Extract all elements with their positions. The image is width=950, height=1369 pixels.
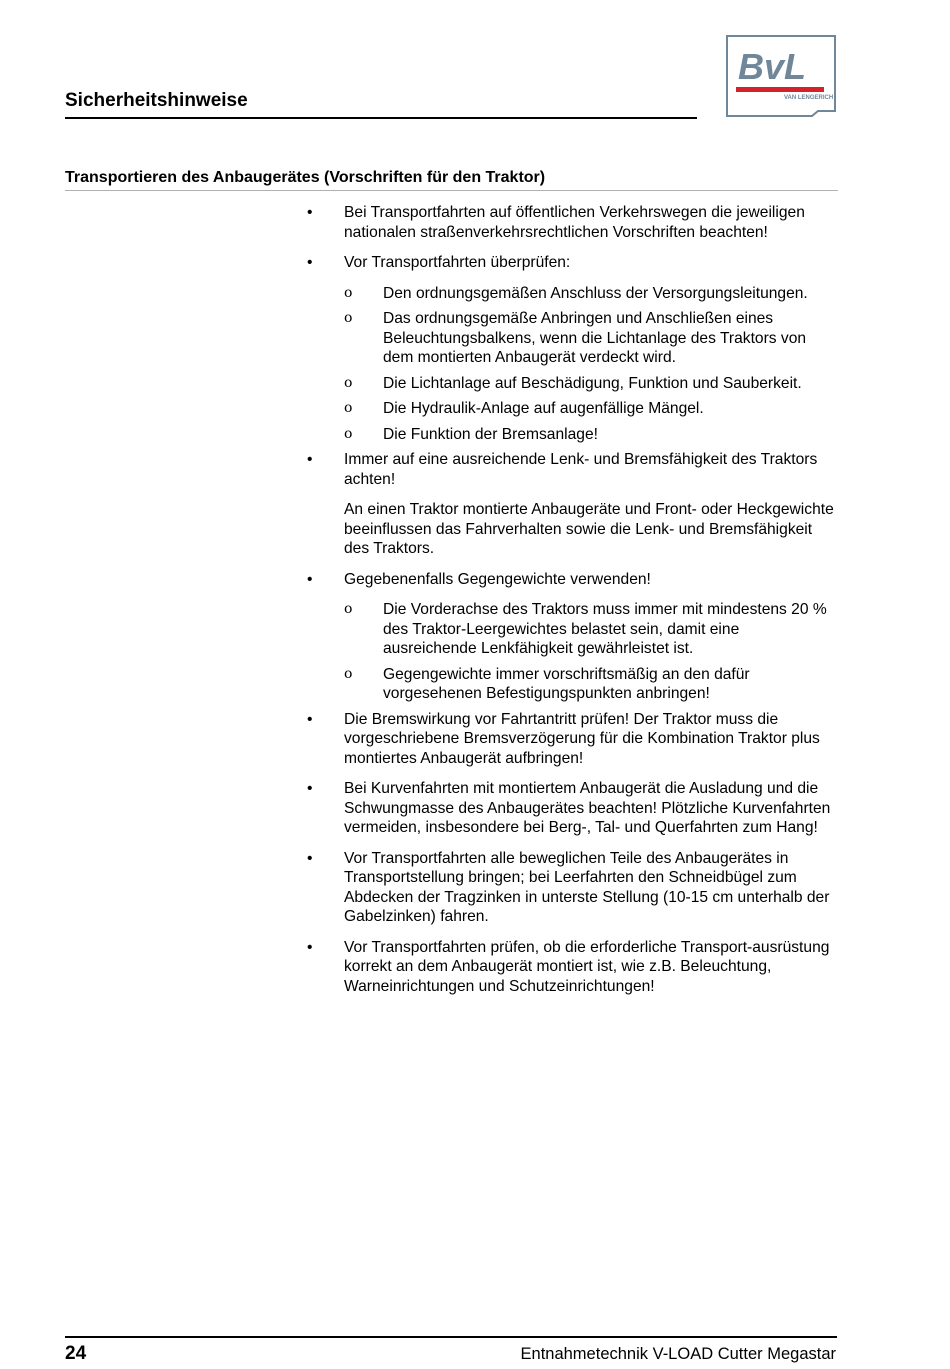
- list-item-text: Die Bremswirkung vor Fahrtantritt prüfen! Der Traktor muss die vorgeschriebene Bremsverzögerung für die Kombination Traktor plus montiertes Anbaugerät aufbringen!: [344, 710, 820, 767]
- list-item-text: Bei Transportfahrten auf öffentlichen Verkehrswegen die jeweiligen nationalen straßenverkehrsrechtlichen Vorschriften beachten!: [344, 204, 805, 241]
- bullet-icon: •: [307, 254, 313, 271]
- document-title: Entnahmetechnik V-LOAD Cutter Megastar: [520, 1345, 836, 1363]
- sub-list-item-text: Den ordnungsgemäßen Anschluss der Versorgungsleitungen.: [383, 284, 808, 302]
- page-header-title: Sicherheitshinweise: [65, 90, 248, 111]
- list-item-text: Vor Transportfahrten prüfen, ob die erforderliche Transport-ausrüstung korrekt an dem Anbaugerät montiert ist, wie z.B. Beleuchtung, Warneinrichtungen und Schutzeinrichtungen!: [344, 938, 830, 995]
- bullet-icon: •: [307, 780, 313, 797]
- sub-list-item-text: Die Lichtanlage auf Beschädigung, Funktion und Sauberkeit.: [383, 374, 802, 392]
- sub-list-item: [344, 309, 835, 368]
- bullet-icon: •: [307, 451, 313, 468]
- sub-list-item-text: Die Vorderachse des Traktors muss immer mit mindestens 20 % des Traktor-Leergewichtes belastet sein, damit eine ausreichende Lenkfähigkeit gewährleistet ist.: [383, 601, 827, 657]
- sub-list-item: [344, 600, 835, 659]
- sub-bullet-icon: ο: [344, 400, 353, 416]
- footer-rule: [65, 1336, 837, 1338]
- sub-bullet-icon: ο: [344, 310, 353, 326]
- section-rule: [65, 190, 838, 191]
- sub-bullet-icon: ο: [344, 665, 353, 682]
- sub-list-item: [344, 399, 835, 419]
- sub-list-item: [344, 284, 835, 304]
- sub-list-item: [344, 665, 835, 704]
- list-item: [305, 450, 835, 489]
- sub-list-item-text: Die Hydraulik-Anlage auf augenfällige Mängel.: [383, 400, 704, 417]
- list-item: [305, 570, 835, 590]
- logo-subtext: VAN LENGERICH: [784, 95, 834, 101]
- section-title: Transportieren des Anbaugerätes (Vorschriften für den Traktor): [65, 169, 546, 186]
- sub-list-item-text: Gegengewichte immer vorschriftsmäßig an den dafür vorgesehenen Befestigungspunkten anbringen!: [383, 665, 750, 702]
- safety-instructions-list: [305, 203, 835, 1007]
- page-number: 24: [65, 1343, 87, 1364]
- bullet-icon: •: [307, 849, 313, 867]
- logo-text: BvL: [738, 46, 807, 87]
- list-item-text: Bei Kurvenfahrten mit montiertem Anbaugerät die Ausladung und die Schwungmasse des Anbaugerätes beachten! Plötzliche Kurvenfahrten vermeiden, insbesondere bei Berg-, Tal- und Querfahrten zum Hang!: [344, 780, 831, 836]
- sub-list-item: [344, 425, 835, 445]
- list-item-text: Vor Transportfahrten alle beweglichen Teile des Anbaugerätes in Transportstellung bringen; bei Leerfahrten den Schneidbügel zum Abdecken der Tragzinken in unterste Stellung (10-15 cm unterhalb der Gabelzinken) fahren.: [344, 849, 830, 925]
- sub-bullet-icon: ο: [344, 601, 353, 617]
- bullet-icon: •: [307, 204, 313, 221]
- header-rule: [65, 117, 697, 119]
- list-item-text: Vor Transportfahrten überprüfen:: [344, 254, 571, 271]
- bvl-logo: [726, 35, 836, 117]
- list-item: [305, 203, 835, 242]
- list-item: [305, 938, 835, 997]
- sub-bullet-icon: ο: [344, 425, 353, 442]
- sub-list-item: [344, 374, 835, 394]
- list-item-text: Immer auf eine ausreichende Lenk- und Bremsfähigkeit des Traktors achten!: [344, 451, 818, 488]
- sub-bullet-icon: ο: [344, 374, 353, 391]
- sub-list-item-text: Das ordnungsgemäße Anbringen und Anschließen eines Beleuchtungsbalkens, wenn die Lichtanlage des Traktors von dem montierten Anbaugerät verdeckt wird.: [383, 310, 807, 366]
- list-item: [305, 849, 835, 927]
- list-item: [305, 779, 835, 838]
- sub-bullet-icon: ο: [344, 284, 353, 301]
- bullet-icon: •: [307, 938, 313, 956]
- explanatory-paragraph: An einen Traktor montierte Anbaugeräte und Front- oder Heckgewichte beeinflussen das Fahrverhalten sowie die Lenk- und Bremsfähigkeit des Traktors.: [344, 501, 834, 557]
- list-item-text: Gegebenenfalls Gegengewichte verwenden!: [344, 570, 651, 588]
- sub-list-item-text: Die Funktion der Bremsanlage!: [383, 425, 598, 443]
- bullet-icon: •: [307, 570, 313, 588]
- bullet-icon: •: [307, 710, 313, 728]
- list-item: [305, 253, 835, 273]
- list-item: [305, 710, 835, 769]
